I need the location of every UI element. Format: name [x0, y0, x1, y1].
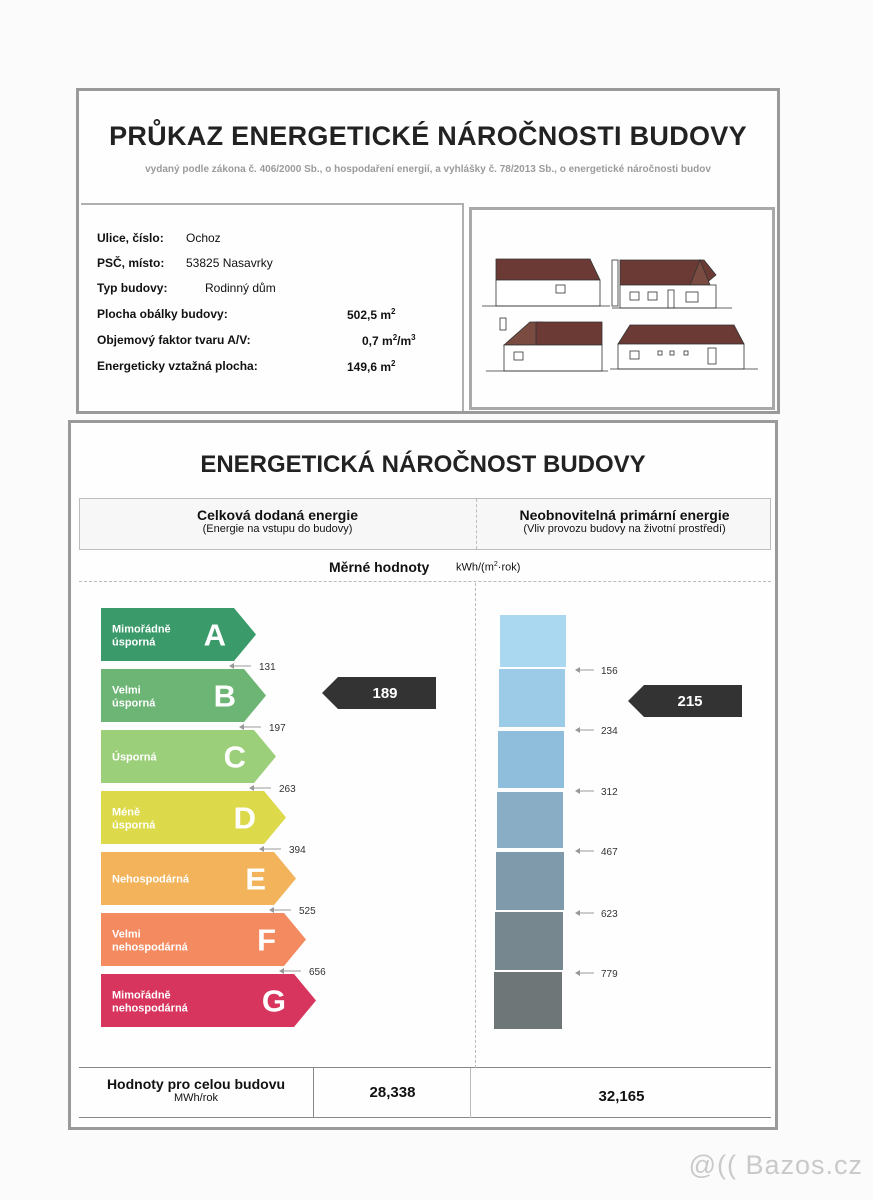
total-delivered-energy: 28,338 — [315, 1068, 471, 1118]
totals-label-cell — [79, 1068, 314, 1118]
threshold-label: 394 — [289, 845, 306, 856]
header-box — [76, 88, 780, 414]
zip-row — [97, 256, 273, 270]
shape-factor-value: 0,7 $m^2/m^3$ — [362, 333, 416, 348]
document-subtitle: vydaný podle zákona č. 406/2000 Sb., o hospodaření energií, a vyhlášky č. 78/2013 Sb., o energetické náročnosti budov — [145, 164, 711, 175]
energy-class-name-f: nehospodárná — [112, 941, 188, 954]
primary-class-box-c — [498, 731, 564, 788]
threshold-label: 525 — [299, 906, 316, 917]
street-label: Ulice, číslo: — [97, 231, 164, 245]
threshold-label: 656 — [309, 967, 326, 978]
units-value: kWh/$(m^2\cdot rok)$ — [456, 561, 521, 574]
left-column-title: Celková dodaná energie — [196, 507, 359, 523]
energy-class-letter-g: G — [261, 983, 286, 1019]
energy-class-name-a: úsporná — [112, 636, 156, 649]
energy-class-name-e: Nehospodárná — [112, 873, 190, 886]
delivered-energy-value: 189 — [372, 685, 398, 702]
threshold-arrowhead — [575, 910, 580, 916]
threshold-label: 779 — [601, 969, 618, 980]
threshold-arrowhead — [575, 848, 580, 854]
primary-class-box-f — [495, 912, 563, 970]
street-row — [97, 231, 221, 245]
section-title: ENERGETICKÁ NÁROČNOST BUDOVY — [200, 451, 646, 478]
area-label: Energeticky vztažná plocha: — [97, 359, 258, 373]
bazos-watermark: @(( Bazos.cz — [688, 1150, 863, 1180]
left-column-header — [80, 507, 475, 535]
energy-class-letter-b: B — [213, 678, 236, 714]
type-value: Rodinný dům — [205, 281, 276, 295]
shape-factor-row — [97, 333, 416, 348]
house-elevations-image — [472, 210, 772, 407]
threshold-arrowhead — [575, 970, 580, 976]
totals-unit: MWh/rok — [174, 1092, 218, 1104]
energy-class-name-b: Velmi — [112, 684, 141, 697]
envelope-value: 502,5 $m^2$ — [347, 307, 396, 322]
energy-class-letter-d: D — [233, 800, 256, 836]
units-row — [79, 550, 771, 582]
threshold-label: 623 — [601, 909, 618, 920]
right-column-title: Neobnovitelná primární energie — [519, 507, 730, 523]
type-label: Typ budovy: — [97, 281, 168, 295]
column-headers — [79, 498, 771, 550]
building-drawing — [469, 207, 775, 410]
left-column-subtitle: (Energie na vstupu do budovy) — [202, 523, 353, 535]
energy-class-name-d: úsporná — [112, 819, 156, 832]
energy-class-letter-f: F — [257, 922, 276, 958]
primary-energy-value: 215 — [677, 693, 703, 710]
totals-label: Hodnoty pro celou budovu — [106, 1076, 286, 1092]
threshold-arrowhead — [575, 727, 580, 733]
primary-class-box-d — [497, 792, 563, 848]
envelope-row — [97, 307, 396, 322]
threshold-label: 156 — [601, 666, 618, 677]
threshold-label: 197 — [269, 723, 286, 734]
threshold-arrowhead — [279, 968, 284, 974]
energy-class-letter-a: A — [203, 617, 226, 653]
type-row — [97, 281, 276, 295]
primary-class-box-b — [499, 669, 565, 727]
energy-class-name-g: nehospodárná — [112, 1002, 188, 1015]
right-column-subtitle: (Vliv provozu budovy na životní prostředí) — [523, 523, 726, 535]
threshold-label: 234 — [601, 726, 618, 737]
primary-class-box-a — [500, 615, 566, 667]
threshold-arrowhead — [259, 846, 264, 852]
threshold-arrowhead — [229, 663, 234, 669]
energy-class-name-g: Mimořádně — [112, 989, 171, 1002]
document-title: PRŮKAZ ENERGETICKÉ NÁROČNOSTI BUDOVY — [109, 121, 747, 151]
energy-class-letter-e: E — [245, 861, 266, 897]
right-column-header — [476, 499, 772, 549]
zip-label: PSČ, místo: — [97, 256, 165, 270]
energy-class-name-b: úsporná — [112, 697, 156, 710]
threshold-arrowhead — [575, 788, 580, 794]
threshold-label: 312 — [601, 787, 618, 798]
street-value: Ochoz — [186, 231, 221, 245]
threshold-arrowhead — [269, 907, 274, 913]
energy-class-name-c: Úsporná — [112, 751, 157, 764]
threshold-label: 467 — [601, 847, 618, 858]
energy-class-letter-c: C — [223, 739, 246, 775]
shape-factor-label: Objemový faktor tvaru A/V: — [97, 333, 251, 347]
threshold-arrowhead — [239, 724, 244, 730]
threshold-arrowhead — [575, 667, 580, 673]
threshold-label: 131 — [259, 662, 276, 673]
energy-performance-box — [68, 420, 778, 1130]
energy-chart-svg — [79, 583, 771, 1068]
zip-value: 53825 Nasavrky — [186, 256, 273, 270]
energy-class-name-d: Méně — [112, 806, 141, 819]
units-label: Měrné hodnoty — [329, 559, 430, 575]
energy-class-name-f: Velmi — [112, 928, 141, 941]
primary-class-box-e — [496, 852, 564, 910]
threshold-label: 263 — [279, 784, 296, 795]
energy-label-chart — [79, 583, 771, 1068]
building-info-panel — [81, 203, 464, 411]
area-row — [97, 359, 396, 374]
total-primary-energy: 32,165 — [598, 1088, 645, 1105]
area-value: 149,6 $m^2$ — [347, 359, 396, 374]
energy-class-name-a: Mimořádně — [112, 623, 171, 636]
primary-class-box-g — [494, 972, 562, 1029]
envelope-label: Plocha obálky budovy: — [97, 307, 228, 321]
totals-row — [79, 1068, 771, 1118]
threshold-arrowhead — [249, 785, 254, 791]
